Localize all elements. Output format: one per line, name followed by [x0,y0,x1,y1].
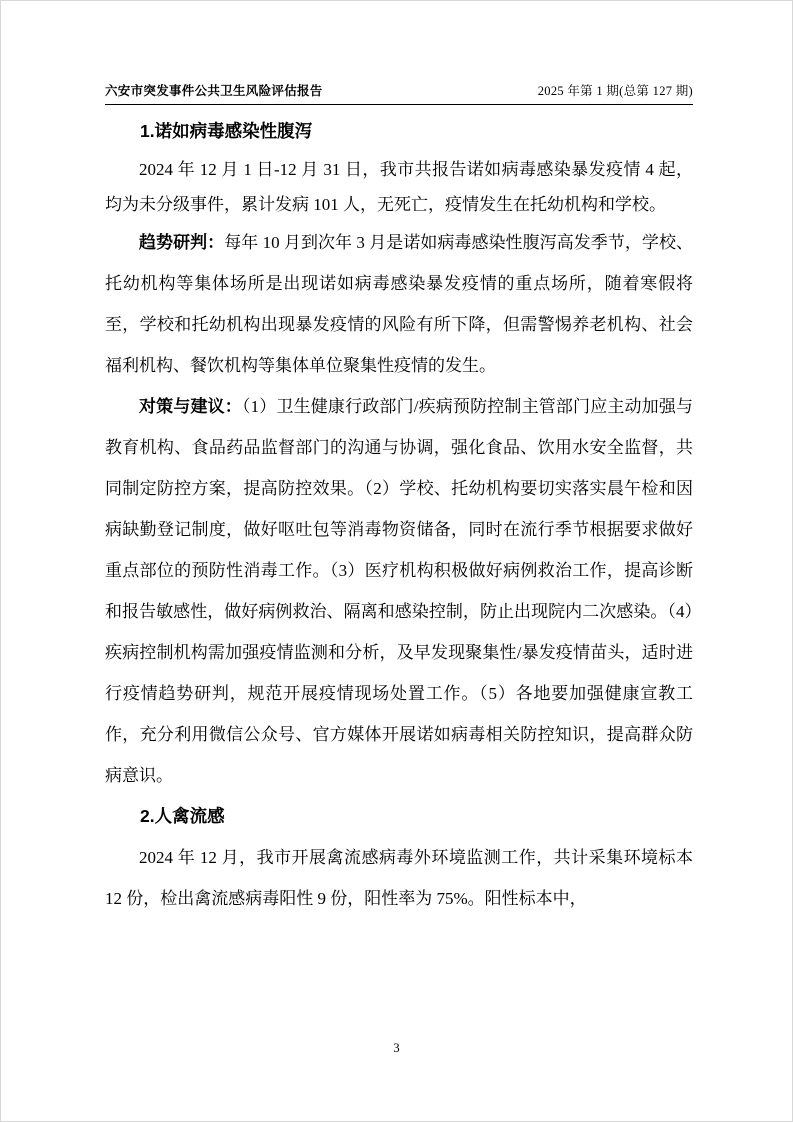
page-header [105,83,693,105]
paragraph-countermeasures [105,386,693,796]
paragraph-text: 2024 年 12 月 1 日-12 月 31 日，我市共报告诺如病毒感染暴发疫情 4 起，均为未分级事件，累计发病 101 人，无死亡，疫情发生在托幼机构和学校。 [105,160,693,214]
paragraph-label: 对策与建议： [139,397,242,416]
paragraph-norovirus-summary [105,152,693,222]
page-number: 3 [393,1041,400,1055]
header-report-title: 六安市突发事件公共卫生风险评估报告 [105,84,323,98]
paragraph-text: （1）卫生健康行政部门/疾病预防控制主管部门应主动加强与教育机构、食品药品监督部门的沟通与协调，强化食品、饮用水安全监督，共同制定防控方案，提高防控效果。（2）学校、托幼机构要切实落实晨午检和因病缺勤登记制度，做好呕吐包等消毒物资储备，同时在流行季节根据要求做好重点部位的预防性消毒工作。（3）医疗机构积极做好病例救治工作，提高诊断和报告敏感性，做好病例救治、隔离和感染控制，防止出现院内二次感染。（4）疾病控制机构需加强疫情监测和分析，及早发现聚集性/暴发疫情苗头，适时进行疫情趋势研判，规范开展疫情现场处置工作。（5）各地要加强健康宣教工作，充分利用微信公众号、官方媒体开展诺如病毒相关防控知识，提高群众防病意识。 [105,397,693,785]
paragraph-text: 每年 10 月到次年 3 月是诺如病毒感染性腹泻高发季节，学校、托幼机构等集体场所是出现诺如病毒感染暴发疫情的重点场所，随着寒假将至，学校和托幼机构出现暴发疫情的风险有所下降，但需警惕养老机构、社会福利机构、餐饮机构等集体单位聚集性疫情的发生。 [105,233,694,375]
paragraph-trend-analysis [105,222,693,386]
section-heading-norovirus: 1.诺如病毒感染性腹泻 [140,121,313,141]
paragraph-label: 趋势研判： [139,233,225,252]
paragraph-text: 2024 年 12 月，我市开展禽流感病毒外环境监测工作，共计采集环境标本 12 份，检出禽流感病毒阳性 9 份，阳性率为 75%。阳性标本中， [105,848,693,908]
section-heading-avian-flu: 2.人禽流感 [140,806,225,826]
document-body [105,111,693,919]
paragraph-avian-flu-summary [105,837,693,919]
header-issue-info: 2025 年第 1 期(总第 127 期) [537,84,693,98]
page-footer [1,1041,792,1056]
